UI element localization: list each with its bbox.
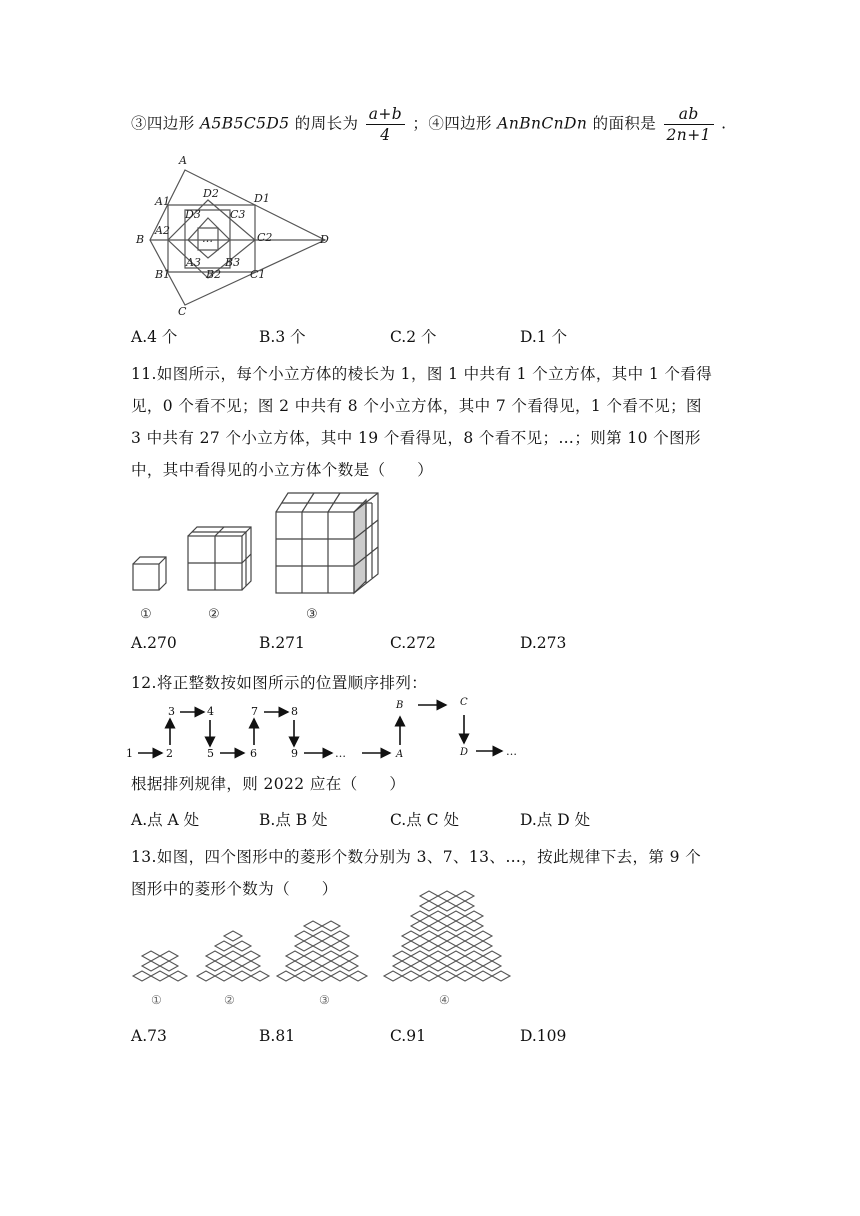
q10-option-c[interactable]: C.2 个: [390, 328, 437, 346]
rhombus: [215, 971, 233, 981]
rhombus: [313, 971, 331, 981]
q11-option-b[interactable]: B.271: [259, 634, 305, 652]
rhombus: [447, 911, 465, 921]
rhombus: [224, 931, 242, 941]
rhombus: [295, 971, 313, 981]
rhombus: [331, 931, 349, 941]
rhombus: [429, 951, 447, 961]
seq-point-c: C: [460, 697, 468, 708]
cube-2: [188, 527, 251, 590]
q10-figure-label-2: B: [136, 233, 145, 246]
rhombus: [393, 951, 411, 961]
q11-options: [131, 634, 731, 656]
q10-figure-label-11: D: [320, 233, 329, 246]
q10-perimeter-fraction: [366, 104, 405, 145]
rhombus: [447, 951, 465, 961]
rhombus: [402, 971, 420, 981]
q13-option-d[interactable]: D.109: [520, 1027, 567, 1045]
rhombus: [151, 971, 169, 981]
rhombus: [393, 961, 411, 971]
q10-perimeter-num: a+b: [366, 104, 405, 125]
rhombus: [251, 971, 269, 981]
rhombus: [295, 931, 313, 941]
fig13-label-2: ②: [224, 993, 235, 1007]
rhombus: [438, 971, 456, 981]
fig11-label-2: ②: [208, 607, 220, 622]
rhombus: [465, 911, 483, 921]
rhombus: [402, 931, 420, 941]
seq-ellipsis: …: [335, 747, 346, 760]
rhombus: [465, 961, 483, 971]
seq-point-b: B: [396, 700, 404, 711]
rhombus: [295, 941, 313, 951]
q10-area-num: ab: [664, 104, 714, 125]
q13-option-b[interactable]: B.81: [259, 1027, 296, 1045]
seq-num-3: 3: [168, 705, 175, 718]
rhombus: [160, 961, 178, 971]
rhombus: [304, 961, 322, 971]
q10-figure-label-10: C1: [250, 268, 266, 281]
seq-num-8: 8: [291, 705, 298, 718]
rhombus: [340, 951, 358, 961]
fig13-label-1: ①: [151, 993, 162, 1007]
q12-sequence-figure: [126, 693, 517, 763]
rhombus: [286, 961, 304, 971]
rhombus: [465, 921, 483, 931]
rhombus: [242, 951, 260, 961]
rhombus: [438, 941, 456, 951]
seq-point-a: A: [396, 749, 404, 760]
rhombus: [411, 961, 429, 971]
q12-option-d[interactable]: D.点 D 处: [520, 811, 591, 829]
q11-line-1: 11.如图所示，每个小立方体的棱长为 1，图 1 中共有 1 个立方体，其中 1 个看得: [131, 365, 713, 383]
q10-area-text: 的面积是: [592, 114, 657, 133]
q10-area-den: 2n+1: [666, 126, 711, 144]
q13-line-2: 图形中的菱形个数为（ ）: [131, 880, 338, 898]
rhombus: [429, 921, 447, 931]
rhombus: [402, 941, 420, 951]
q11-option-a[interactable]: A.270: [131, 634, 177, 652]
q10-perimeter-den: 4: [380, 126, 391, 144]
q10-figure-label-9: C2: [257, 231, 273, 244]
q12-option-b[interactable]: B.点 B 处: [259, 811, 328, 829]
rhombus: [438, 931, 456, 941]
seq-tail-ellipsis: …: [506, 745, 517, 758]
q10-figure-label-1: A1: [155, 195, 170, 208]
rhombus: [420, 971, 438, 981]
q11-line-3: 3 中共有 27 个小立方体，其中 19 个看得见，8 个看不见；…；则第 10 个图形: [131, 429, 701, 447]
q11-line-2: 见，0 个看不见；图 2 中共有 8 个小立方体，其中 7 个看得见，1 个看不见；图: [131, 397, 702, 415]
rhombus: [411, 951, 429, 961]
rhombus: [420, 931, 438, 941]
q10-figure-label-3: A2: [155, 224, 170, 237]
rhombus: [224, 961, 242, 971]
fig11-label-1: ①: [140, 607, 152, 622]
rhombus: [169, 971, 187, 981]
seq-point-d: D: [460, 747, 469, 758]
q10-figure-label-4: B1: [155, 268, 171, 281]
q10-area-fraction: [664, 104, 714, 145]
q10-option-b[interactable]: B.3 个: [259, 328, 306, 346]
rhombus: [286, 951, 304, 961]
q12-question: 根据排列规律，则 2022 应在（ ）: [131, 775, 406, 793]
rhombus: [322, 951, 340, 961]
fig11-label-3: ③: [306, 607, 318, 622]
rhombus: [206, 961, 224, 971]
rhombus: [304, 921, 322, 931]
q10-figure-label-16: …: [202, 232, 213, 245]
rhombus: [313, 931, 331, 941]
rhombus: [429, 911, 447, 921]
rhombus: [322, 921, 340, 931]
rhombus: [465, 951, 483, 961]
rhombus: [340, 961, 358, 971]
seq-num-9: 9: [291, 747, 298, 760]
rhombus: [483, 961, 501, 971]
rhombus: [322, 961, 340, 971]
q10-quad5: A5B5C5D5: [199, 114, 290, 133]
q11-line-4: 中，其中看得见的小立方体个数是（ ）: [131, 461, 434, 479]
rhombus: [447, 961, 465, 971]
q12-option-c[interactable]: C.点 C 处: [390, 811, 459, 829]
rhombus: [160, 951, 178, 961]
rhombus: [384, 971, 402, 981]
fig13-label-3: ③: [319, 993, 330, 1007]
seq-num-5: 5: [207, 747, 214, 760]
q12-stem: 12.将正整数按如图所示的位置顺序排列：: [131, 674, 428, 692]
q11-cubes-figure: [128, 488, 388, 623]
rhombus: [242, 961, 260, 971]
q12-option-a[interactable]: A.点 A 处: [131, 811, 200, 829]
rhombus: [429, 961, 447, 971]
rhombus: [349, 971, 367, 981]
seq-num-6: 6: [250, 747, 257, 760]
q10-figure-label-7: D2: [203, 187, 219, 200]
rhombus: [456, 971, 474, 981]
q13-options: [131, 1027, 731, 1049]
rhombus: [474, 941, 492, 951]
rhombus: [438, 891, 456, 901]
q10-sep: ；④四边形: [412, 114, 492, 133]
rhombus: [456, 931, 474, 941]
rhombus: [420, 941, 438, 951]
q12-options: [131, 808, 731, 830]
rhombus: [215, 941, 233, 951]
rhombus: [313, 941, 331, 951]
q10-figure-label-8: D1: [254, 192, 270, 205]
rhombus: [474, 931, 492, 941]
rhombus: [142, 961, 160, 971]
cube-1: [133, 557, 166, 590]
rhombus: [233, 941, 251, 951]
q10-figure-label-14: A3: [186, 256, 201, 269]
rhombus: [142, 951, 160, 961]
q10-perimeter-text: 的周长为: [294, 114, 359, 133]
q13-line-1: 13.如图，四个图形中的菱形个数分别为 3、7、13、…，按此规律下去，第 9 个: [131, 848, 702, 866]
rhombus: [447, 921, 465, 931]
seq-num-7: 7: [251, 705, 258, 718]
rhombus: [456, 891, 474, 901]
rhombus: [197, 971, 215, 981]
rhombus: [456, 941, 474, 951]
q10-figure-label-6: B2: [206, 268, 222, 281]
rhombus: [420, 901, 438, 911]
q11-option-d[interactable]: D.273: [520, 634, 567, 652]
rhombus: [456, 901, 474, 911]
q10-option-a[interactable]: A.4 个: [131, 328, 178, 346]
q10-figure-label-0: A: [179, 154, 187, 167]
q10-statement-line: [131, 104, 727, 145]
q10-quadrilateral-figure: [130, 150, 340, 320]
q10-quadn: AnBnCnDn: [497, 114, 588, 133]
q10-option-d[interactable]: D.1 个: [520, 328, 568, 346]
rhombus: [133, 971, 151, 981]
q11-option-c[interactable]: C.272: [390, 634, 436, 652]
q10-figure-label-5: C: [178, 305, 187, 318]
rhombus: [331, 971, 349, 981]
q13-option-c[interactable]: C.91: [390, 1027, 426, 1045]
q13-rhombus-figure: [128, 908, 528, 1008]
seq-num-2: 2: [166, 747, 173, 760]
q10-options: [131, 325, 731, 347]
rhombus: [420, 891, 438, 901]
seq-num-4: 4: [207, 705, 214, 718]
rhombus: [411, 911, 429, 921]
rhombus: [233, 971, 251, 981]
rhombus: [206, 951, 224, 961]
q10-figure-label-15: B3: [225, 256, 241, 269]
rhombus: [224, 951, 242, 961]
q10-figure-label-13: C3: [230, 208, 246, 221]
rhombus: [483, 951, 501, 961]
rhombus: [331, 941, 349, 951]
cube-3: [276, 493, 378, 593]
q10-end: .: [721, 114, 727, 133]
q10-prefix: ③四边形: [131, 114, 195, 133]
rhombus: [492, 971, 510, 981]
rhombus: [277, 971, 295, 981]
rhombus: [304, 951, 322, 961]
seq-num-1: 1: [126, 747, 133, 760]
rhombus: [411, 921, 429, 931]
rhombus: [474, 971, 492, 981]
q10-figure-label-12: D3: [185, 208, 201, 221]
fig13-label-4: ④: [439, 993, 450, 1007]
q13-option-a[interactable]: A.73: [131, 1027, 167, 1045]
rhombus: [438, 901, 456, 911]
